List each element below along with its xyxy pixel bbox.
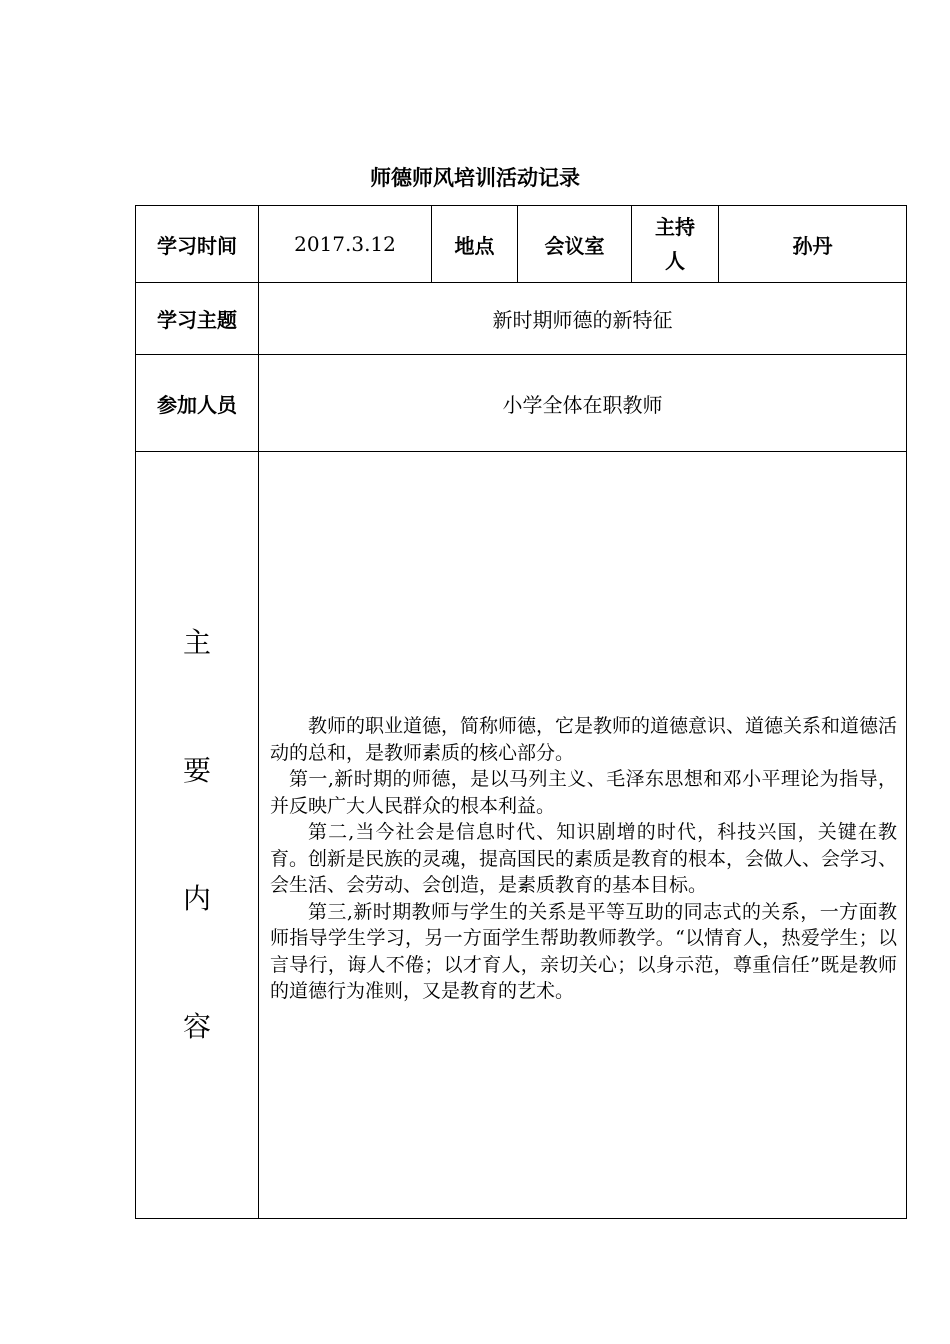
content-paragraph: 第二,当今社会是信息时代、知识剧增的时代，科技兴国，关键在教育。创新是民族的灵魂，提高国民的素质是教育的根本，会做人、会学习、会生活、会劳动、会创造，是素质教育的基本目标。 (270, 821, 898, 897)
host-label-line2: 人 (665, 249, 685, 273)
content-label-char: 主 (182, 626, 211, 659)
participants-row (136, 355, 907, 452)
main-content-text (259, 665, 906, 1005)
content-paragraph: 第一,新时期的师德，是以马列主义、毛泽东思想和邓小平理论为指导，并反映广大人民群众的根本利益。 (270, 768, 897, 817)
topic-value: 新时期师德的新特征 (259, 283, 907, 355)
content-row (136, 452, 907, 1219)
topic-label: 学习主题 (136, 283, 259, 355)
content-label-char: 内 (182, 882, 211, 915)
document-title: 师德师风培训活动记录 (370, 166, 580, 190)
participants-value: 小学全体在职教师 (259, 355, 907, 452)
study-time-label: 学习时间 (136, 206, 259, 283)
place-value: 会议室 (518, 206, 632, 283)
main-content-label-cell (136, 452, 259, 1219)
host-value: 孙丹 (719, 206, 907, 283)
content-label-char: 要 (182, 754, 211, 787)
topic-row (136, 283, 907, 355)
host-label-line1: 主持 (655, 215, 695, 239)
record-table (135, 205, 907, 1219)
content-paragraph: 教师的职业道德，简称师德，它是教师的道德意识、道德关系和道德活动的总和，是教师素质的核心部分。 (270, 715, 898, 764)
place-label: 地点 (432, 206, 518, 283)
content-paragraph: 第三,新时期教师与学生的关系是平等互助的同志式的关系，一方面教师指导学生学习，另一方面学生帮助教师教学。“以情育人，热爱学生；以言导行，诲人不倦；以才育人，亲切关心；以身示范，尊重信任”既是教师的道德行为准则，又是教育的艺术。 (270, 900, 897, 1003)
main-content-label (136, 579, 258, 1091)
host-label (632, 206, 719, 283)
content-label-char: 容 (182, 1010, 211, 1043)
participants-label: 参加人员 (136, 355, 259, 452)
main-content-cell (259, 452, 907, 1219)
study-time-value: 2017.3.12 (259, 206, 432, 283)
info-row (136, 206, 907, 283)
